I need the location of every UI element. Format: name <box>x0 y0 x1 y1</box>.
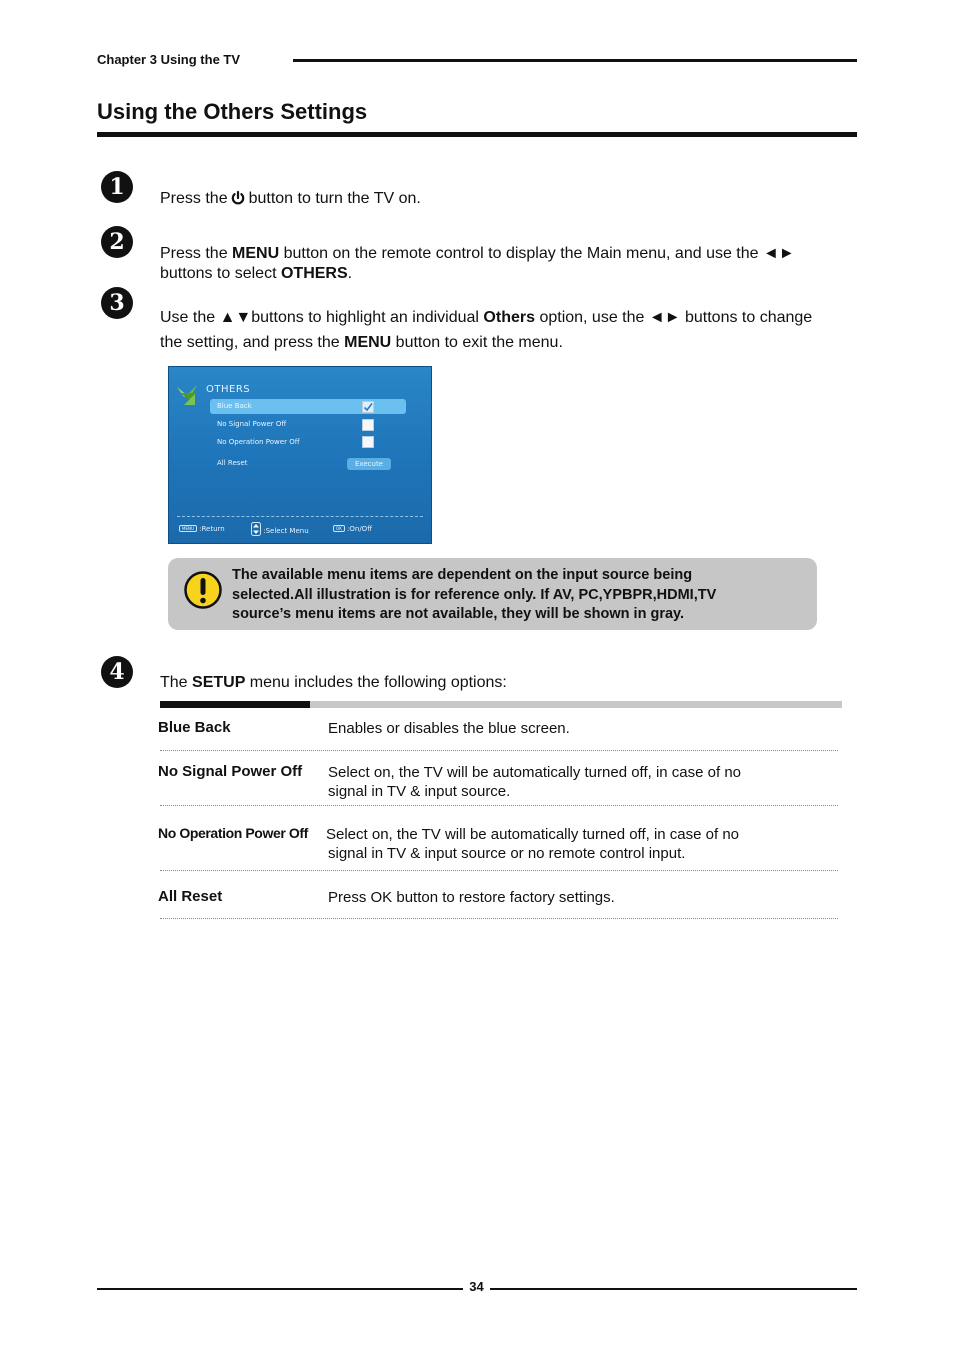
option-name-blue-back: Blue Back <box>158 719 231 736</box>
table-row-separator <box>160 870 838 871</box>
footer-rule <box>97 1288 463 1290</box>
menu-key-icon: MENU <box>179 525 197 532</box>
option-name-no-signal-power-off: No Signal Power Off <box>158 763 303 780</box>
step-2-part: . <box>347 265 353 282</box>
table-header-bar <box>160 701 310 708</box>
on-off-label: :On/Off <box>347 525 373 533</box>
table-row-separator <box>160 805 838 806</box>
tv-menu-item-no-operation-power-off[interactable]: No Operation Power Off <box>217 438 300 446</box>
tv-menu-footer-onoff <box>333 525 372 533</box>
notice-line: selected.All illustration is for reference only. If AV, PC,YPBPR,HDMI,TV <box>232 586 717 603</box>
step-3-part: option, use the ◄► buttons to change the setting, and press the <box>160 309 813 351</box>
tv-menu-divider <box>177 516 423 517</box>
option-desc-all-reset <box>328 888 828 907</box>
option-desc-line: signal in TV & input source or no remote control input. <box>328 845 686 862</box>
table-row-separator <box>160 750 838 751</box>
step-2-number: 2 <box>101 226 133 258</box>
others-keyword: Others <box>483 309 535 326</box>
tv-menu-item-blue-back[interactable]: Blue Back <box>217 402 252 410</box>
step-2-text <box>160 244 810 284</box>
return-label: :Return <box>199 525 225 533</box>
step-1-after: button to turn the TV on. <box>248 190 421 207</box>
menu-keyword: MENU <box>344 334 392 351</box>
tv-menu-screenshot <box>168 366 432 544</box>
title-rule <box>97 132 857 137</box>
step-3-text <box>160 305 820 355</box>
step-3-number: 3 <box>101 287 133 319</box>
page-number: 34 <box>469 1279 484 1294</box>
option-name-no-operation-power-off: No Operation Power Off <box>158 825 308 841</box>
updown-key-icon <box>251 522 261 538</box>
chapter-header: Chapter 3 Using the TV <box>97 52 241 67</box>
notice-line: source’s menu items are not available, they will be shown in gray. <box>232 606 685 622</box>
table-row-separator <box>160 918 838 919</box>
option-desc-line: Select on, the TV will be automatically turned off, in case of no <box>328 764 742 781</box>
step-4-part: menu includes the following options: <box>245 674 507 691</box>
option-desc-no-operation-power-off <box>326 825 826 863</box>
tv-menu-checkbox[interactable] <box>362 419 374 431</box>
option-desc-no-signal-power-off <box>328 763 828 801</box>
step-1-text <box>160 189 810 212</box>
tv-menu-checkbox-checked[interactable] <box>362 401 374 413</box>
option-name-all-reset: All Reset <box>158 888 223 905</box>
page-title: Using the Others Settings <box>97 99 368 124</box>
step-4-number: 4 <box>101 656 133 688</box>
select-menu-label: :Select Menu <box>263 527 309 535</box>
step-4-part: The <box>160 674 193 691</box>
option-desc-line: Enables or disables the blue screen. <box>328 720 570 737</box>
tv-menu-title: OTHERS <box>206 384 251 395</box>
notice-line: The available menu items are dependent on the input source being <box>232 567 693 583</box>
warning-icon <box>184 571 222 614</box>
footer-rule <box>490 1288 857 1290</box>
ok-key-icon: OK <box>333 525 345 532</box>
step-1-before: Press the <box>160 190 228 207</box>
tv-menu-checkbox[interactable] <box>362 436 374 448</box>
tv-menu-footer-select <box>251 522 309 538</box>
step-2-part: button on the remote control to display the Main menu, and use the ◄► buttons to select <box>160 245 795 282</box>
option-desc-blue-back <box>328 719 828 738</box>
step-3-part: button to exit the menu. <box>391 334 563 351</box>
step-1-number: 1 <box>101 171 133 203</box>
menu-keyword: MENU <box>232 245 280 262</box>
tv-menu-item-no-signal-power-off[interactable]: No Signal Power Off <box>217 420 287 428</box>
header-rule <box>293 59 857 62</box>
others-keyword: OTHERS <box>280 265 348 282</box>
setup-keyword: SETUP <box>192 674 246 691</box>
tv-menu-logo-icon <box>175 383 199 411</box>
notice-text <box>232 566 802 625</box>
tv-menu-execute-button[interactable]: Execute <box>347 458 391 470</box>
option-desc-line: Press OK button to restore factory settings. <box>328 889 615 906</box>
tv-menu-footer-return <box>179 525 225 533</box>
step-3-part: Use the ▲▼buttons to highlight an individual <box>160 309 484 326</box>
power-icon <box>230 190 246 212</box>
option-desc-line: Select on, the TV will be automatically turned off, in case of no <box>326 826 740 843</box>
option-desc-line: signal in TV & input source. <box>328 783 511 800</box>
step-4-text <box>160 673 810 693</box>
table-header-bar <box>310 701 842 708</box>
step-2-part: Press the <box>160 245 233 262</box>
tv-menu-item-all-reset[interactable]: All Reset <box>217 459 248 467</box>
